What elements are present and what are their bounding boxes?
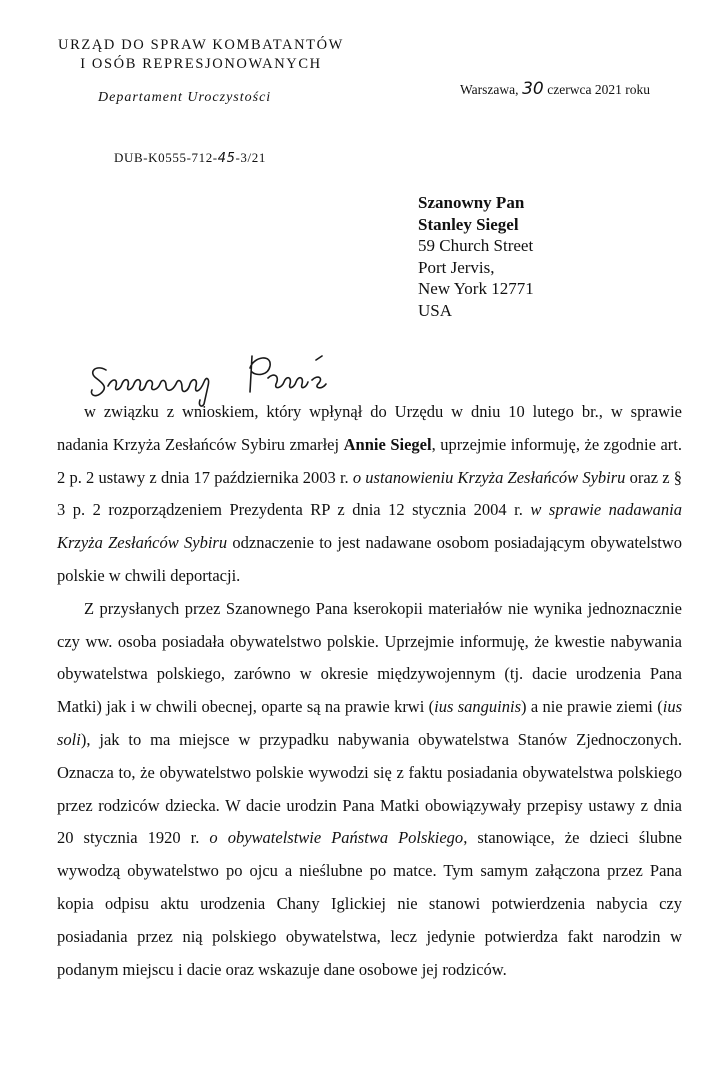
office-name-line-2: I OSÓB REPRESJONOWANYCH [80, 56, 322, 72]
body-paragraph-1 [57, 396, 682, 593]
p2-italic-ius-soli: ius soli [57, 697, 682, 749]
addressee-salutation: Szanowny Pan [418, 193, 525, 212]
greeting-text: Szanowny Panie, [86, 342, 93, 343]
date-prefix: Warszawa, [460, 82, 519, 97]
p1-text-3: oraz z § 3 p. 2 rozporządzeniem Prezydenta RP z dnia 12 stycznia 2004 r. [57, 467, 683, 520]
p2-italic-citizenship-act: o obywatelstwie Państwa Polskiego [209, 828, 464, 848]
date-line [460, 79, 650, 99]
body-paragraph-2 [57, 593, 682, 987]
p2-text-1: Z przysłanych przez Szanownego Pana kserokopii materiałów nie wynika jednoznacznie czy ww. osoba posiadała obywatelstwo polskie. Uprzejmie informuję, że kwestie nabywania obywatelstwa polskiego, zarówno w okresie międzywojennym (tj. dacie urodzenia Pana Matki) jak i w chwili obecnej, oparte są na prawie krwi ( [57, 598, 682, 717]
p1-text-4: odznaczenie to jest nadawane osobom posiadającym obywatelstwo polskie w chwili deportacji. [57, 533, 682, 585]
date-suffix: czerwca 2021 roku [547, 82, 650, 97]
addressee-state-zip: New York 12771 [418, 279, 534, 298]
date-day-handwritten: 30 [522, 79, 544, 99]
addressee-street: 59 Church Street [418, 236, 534, 255]
ref-prefix: DUB-K0555-712- [114, 150, 218, 165]
p2-text-3: ), jak to ma miejsce w przypadku nabywania obywatelstwa Stanów Zjednoczonych. Oznacza to, że obywatelstwo polskie wywodzi się z faktu posiadania obywatelstwa polskiego przez rodziców dziecka. W dacie urodzin Pana Matki obowiązywały przepisy ustawy z dnia 20 stycznia 1920 r. [57, 729, 682, 848]
letter-body [57, 396, 682, 986]
p1-italic-regulation-title: w sprawie nadawania Krzyża Zesłańców Sybiru [57, 500, 682, 553]
p2-text-2: ) a nie prawie ziemi ( [521, 697, 663, 717]
reference-number [114, 150, 266, 166]
addressee-name: Stanley Siegel [418, 214, 519, 234]
ref-handwritten: 45 [217, 151, 236, 166]
department-name: Departament Uroczystości [98, 90, 272, 105]
office-name [36, 36, 366, 74]
p1-text-2: , uprzejmie informuję, że zgodnie art. 2 p. 2 ustawy z dnia 17 października 2003 r. [57, 434, 682, 487]
p2-text-4: , stanowiące, że dzieci ślubne wywodzą obywatelstwo po ojcu a nieślubne po matce. Tym samym załączona przez Pana kopia odpisu aktu urodzenia Chany Iglickiej nie stanowi potwierdzenia nabycia czy posiadania przez nią polskiego obywatelstwa, lecz jedynie potwierdza fakt narodzin w podanym miejscu i dacie oraz wskazuje dane osobowe jej rodziców. [57, 828, 682, 979]
addressee-city: Port Jervis, [418, 257, 495, 277]
addressee-country: USA [418, 300, 453, 320]
office-name-line-1: URZĄD DO SPRAW KOMBATANTÓW [58, 37, 344, 53]
ref-suffix: -3/21 [235, 150, 266, 165]
p1-text-1: w związku z wnioskiem, który wpłynął do Urzędu w dniu 10 lutego br., w sprawie nadania Krzyża Zesłańców Sybiru zmarłej [57, 402, 682, 454]
addressee-block [418, 192, 534, 321]
p1-deceased-name: Annie Siegel [343, 434, 432, 454]
p2-italic-ius-sanguinis: ius sanguinis [434, 697, 522, 717]
p1-italic-act-title: o ustanowieniu Krzyża Zesłańców Sybiru [352, 467, 626, 487]
